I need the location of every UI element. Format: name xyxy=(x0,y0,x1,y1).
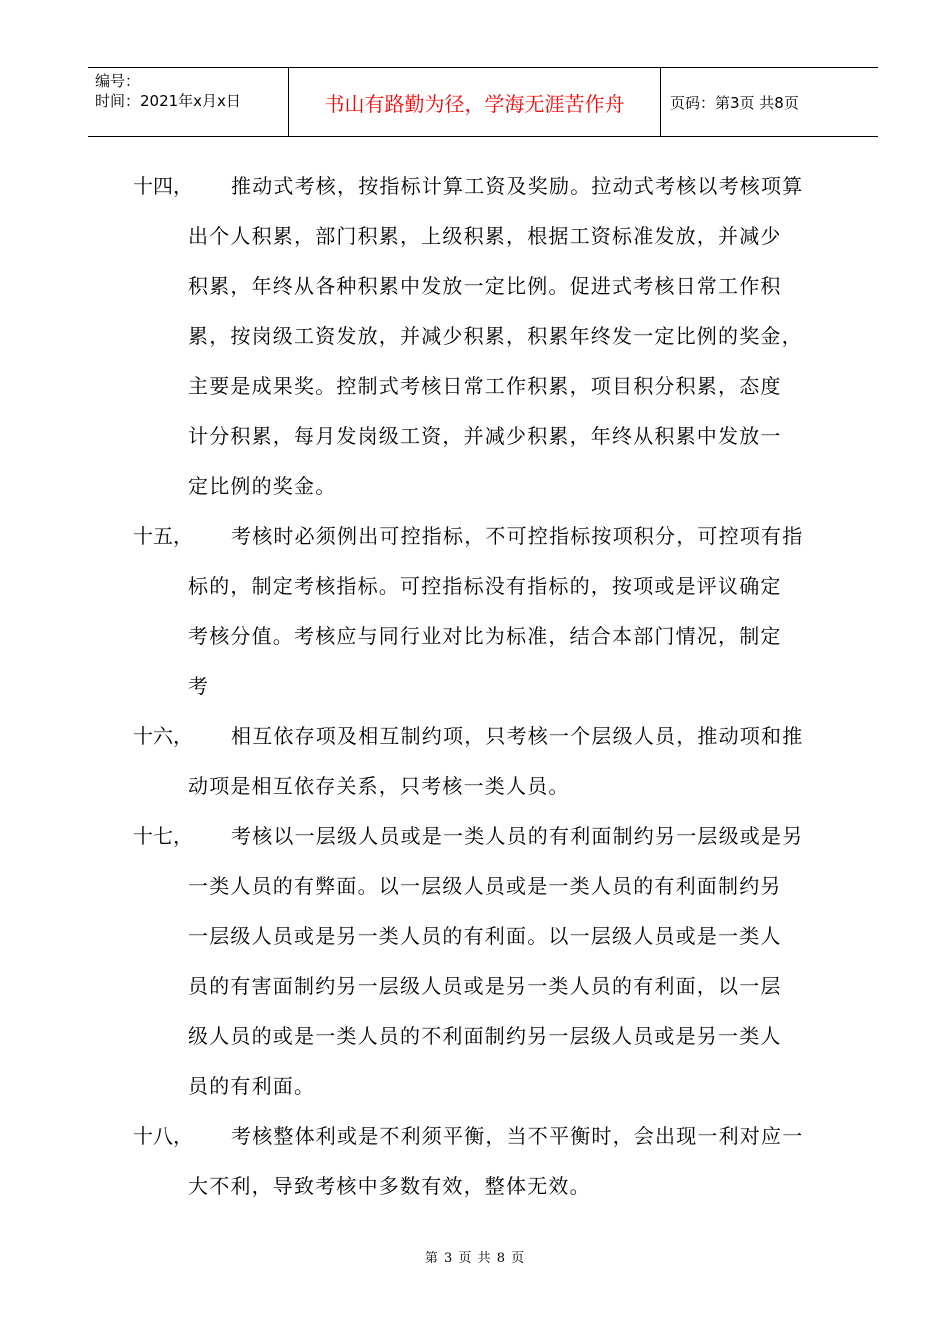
item-text xyxy=(188,511,843,711)
text-line: 一类人员的有弊面。以一层级人员或是一类人员的有利面制约另 xyxy=(188,874,782,898)
text-line: 计分积累，每月发岗级工资，并减少积累，年终从积累中发放一 xyxy=(188,424,782,448)
page-footer: 第 3 页 共 8 页 xyxy=(424,1251,526,1266)
list-item-15 xyxy=(133,511,853,711)
text-line: 考核时必须例出可控指标，不可控指标按项积分，可控项有指 xyxy=(231,524,804,548)
document-body xyxy=(133,161,853,1211)
text-line: 推动式考核，按指标计算工资及奖励。拉动式考核以考核项算 xyxy=(231,174,804,198)
list-item-18 xyxy=(133,1111,853,1211)
text-line: 相互依存项及相互制约项，只考核一个层级人员，推动项和推 xyxy=(231,724,804,748)
text-line: 累，按岗级工资发放，并减少积累，积累年终发一定比例的奖金， xyxy=(188,324,803,348)
text-line: 一层级人员或是另一类人员的有利面。以一层级人员或是一类人 xyxy=(188,924,782,948)
item-label: 十八， xyxy=(133,1124,193,1148)
list-item-14 xyxy=(133,161,853,511)
item-text xyxy=(188,161,843,511)
text-line: 考核以一层级人员或是一类人员的有利面制约另一层级或是另 xyxy=(231,824,804,848)
page-header xyxy=(88,67,878,137)
item-label: 十五， xyxy=(133,524,193,548)
text-line: 员的有利面。 xyxy=(188,1074,316,1098)
list-item-17 xyxy=(133,811,853,1111)
header-meta xyxy=(88,68,288,136)
text-line: 积累，年终从各种积累中发放一定比例。促进式考核日常工作积 xyxy=(188,274,782,298)
item-text xyxy=(188,811,843,1111)
text-line: 动项是相互依存关系，只考核一类人员。 xyxy=(188,774,570,798)
list-item-16 xyxy=(133,711,853,811)
text-line: 标的，制定考核指标。可控指标没有指标的，按项或是评议确定 xyxy=(188,574,782,598)
header-number-label: 编号： xyxy=(95,72,141,90)
text-line: 出个人积累，部门积累，上级积累，根据工资标准发放，并减少 xyxy=(188,224,782,248)
text-line: 员的有害面制约另一层级人员或是另一类人员的有利面，以一层 xyxy=(188,974,782,998)
text-line: 大不利，导致考核中多数有效，整体无效。 xyxy=(188,1174,591,1198)
item-text xyxy=(188,1111,843,1211)
text-line: 主要是成果奖。控制式考核日常工作积累，项目积分积累，态度 xyxy=(188,374,782,398)
item-label: 十四， xyxy=(133,174,193,198)
text-line: 考核分值。考核应与同行业对比为标准，结合本部门情况，制定 xyxy=(188,624,782,648)
header-date: 时间：2021年x月x日 xyxy=(95,92,241,110)
item-label: 十七， xyxy=(133,824,193,848)
text-line: 定比例的奖金。 xyxy=(188,474,337,498)
text-line: 级人员的或是一类人员的不利面制约另一层级人员或是另一类人 xyxy=(188,1024,782,1048)
item-text xyxy=(188,711,843,811)
text-line: 考核整体利或是不利须平衡，当不平衡时，会出现一利对应一 xyxy=(231,1124,804,1148)
header-motto: 书山有路勤为径，学海无涯苦作舟 xyxy=(288,68,661,136)
header-page-number: 页码：第3页 共8页 xyxy=(670,93,799,112)
text-line: 考 xyxy=(188,674,210,698)
item-label: 十六， xyxy=(133,724,193,748)
